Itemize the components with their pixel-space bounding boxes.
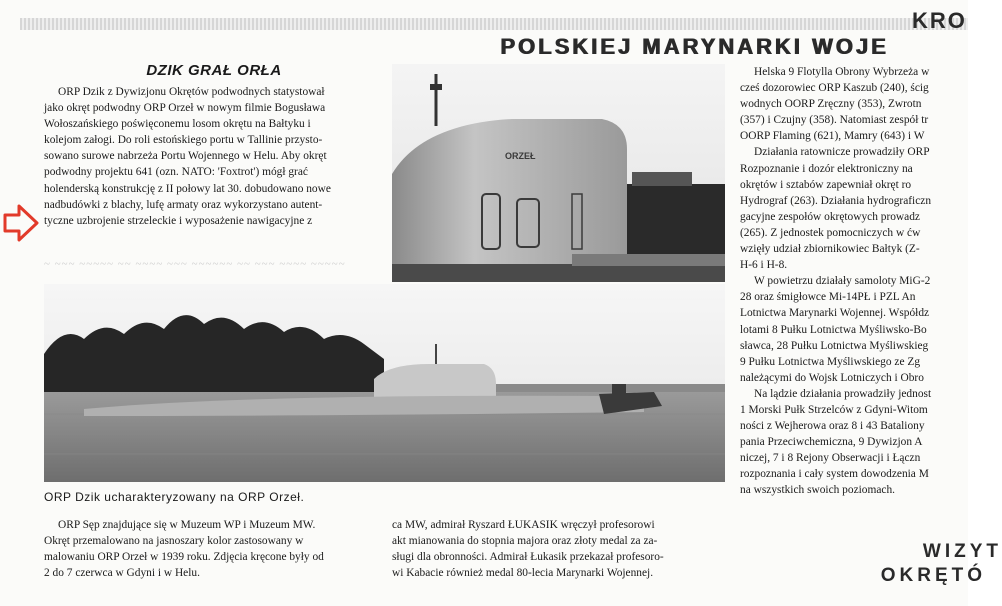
text-line: (265). Z jednostek pomocniczych w ćw [740, 226, 921, 239]
text-line: Działania ratownicze prowadziły ORP [754, 146, 930, 159]
text-line: Rozpoznanie i dozór elektroniczny na [740, 162, 913, 175]
article-intro [44, 84, 382, 229]
text-line: 1 Morski Pułk Strzelców z Gdyni-Witom [740, 403, 928, 416]
text-line: ORP Dzik z Dywizjonu Okrętów podwodnych statystował [58, 86, 325, 98]
article-title: DZIK GRAŁ ORŁA [146, 62, 282, 79]
text-line: ności z Wejherowa oraz 8 i 43 Bataliony [740, 420, 925, 433]
text-line: wzięły udział zbiornikowiec Bałtyk (Z- [740, 243, 920, 256]
text-line: cześ dozorowiec ORP Kaszub (240), ścig [740, 82, 929, 95]
photo-conning-tower [392, 64, 725, 282]
text-line: holenderską konstrukcję z II połowy lat 30. dobudowano nowe [44, 182, 331, 195]
text-line: Na lądzie działania prowadziły jednost [754, 387, 932, 400]
section-heading-line1: WIZYT [922, 541, 1002, 562]
text-line: akt mianowania do stopnia majora oraz złoty medal za za- [392, 535, 658, 548]
text-line: rozpoznania i cały system dowodzenia M [740, 468, 929, 481]
text-line: sowano surowe nabrzeża Portu Wojennego w Helu. Aby okręt [44, 150, 327, 163]
text-line: OORP Flaming (621), Mamry (643) i W [740, 130, 925, 143]
text-line: wi Kabacie również medal 80-lecia Marynarki Wojennej. [392, 567, 654, 580]
text-line: jako okręt podwodny ORP Orzeł w nowym filmie Bogusława [44, 102, 326, 115]
text-line: ca MW, admirał Ryszard ŁUKASIK wręczył profesorowi [392, 519, 655, 531]
photo-submarine-harbor-image [44, 284, 725, 482]
text-line: gacyjne zespołów okrętowych prowadz [740, 210, 920, 223]
text-line: należącymi do Wojsk Lotniczych i Obro [740, 371, 924, 384]
text-line: 28 oraz śmigłowce Mi-14PŁ i PZL An [740, 291, 916, 304]
text-line: podwodny projektu 641 (ozn. NATO: 'Foxtrot') mógł grać [44, 166, 308, 179]
text-line: malowaniu ORP Orzeł w 1939 roku. Zdjęcia kręcone były od [44, 551, 324, 564]
red-arrow-icon [3, 203, 39, 243]
text-line: W powietrzu działały samoloty MiG-2 [754, 275, 931, 288]
text-line: (357) i Czujny (358). Natomiast zespół tr [740, 114, 929, 127]
text-line: sławca, 28 Pułku Lotnictwa Myśliwskieg [740, 339, 929, 352]
article-continuation-center [392, 517, 725, 581]
text-line: H-6 i H-8. [740, 259, 788, 272]
text-line: Okręt przemalowano na jasnoszary kolor zastosowany w [44, 535, 304, 548]
text-line: na wszystkich swoich poziomach. [740, 484, 896, 497]
text-line: Lotnictwa Marynarki Wojennej. Współdz [740, 307, 930, 320]
text-line: sługi dla obronności. Admirał Łukasik przekazał profesoro- [392, 551, 664, 564]
bleed-through-text: ~ ~~~ ~~~~~ ~~ ~~~~ ~~~ ~~~~~~ ~~ ~~~ ~~~~ ~~~~~ [44, 258, 346, 270]
text-line: wodnych OORP Zręczny (353), Zwrotn [740, 98, 922, 111]
text-line: kolejom załogi. Do roli estońskiego portu w Tallinie przysto- [44, 134, 323, 147]
right-column [740, 64, 968, 499]
text-line: nadbudówki z blachy, lufę armaty oraz wykorzystano autent- [44, 198, 323, 211]
text-line: pania Przeciwchemiczna, 9 Dywizjon A [740, 436, 923, 449]
photo-submarine-harbor [44, 284, 725, 482]
header-title: POLSKIEJ MARYNARKI WOJE [500, 34, 889, 59]
text-line: 2 do 7 czerwca w Gdyni i w Helu. [44, 567, 200, 580]
section-heading-line2: OKRĘTÓ [880, 565, 986, 586]
photo-conning-tower-image [392, 64, 725, 282]
hull-marking: ORZEŁ [505, 151, 536, 161]
text-line: okrętów i sztabów zapewniał okręt ro [740, 178, 912, 191]
header-stripe [20, 18, 968, 30]
text-line: ORP Sęp znajdujące się w Muzeum WP i Muzeum MW. [58, 519, 316, 531]
header-kicker: KRO [912, 8, 967, 33]
photo-caption: ORP Dzik ucharakteryzowany na ORP Orzeł. [44, 490, 305, 504]
text-line: tyczne uzbrojenie strzeleckie i wyposażenie nawigacyjne z [44, 214, 313, 227]
article-continuation-left [44, 517, 377, 581]
text-line: Hydrograf (263). Działania hydrograficzn [740, 194, 932, 207]
text-line: Wołoszańskiego poświęconemu losom okrętu na Bałtyku i [44, 118, 311, 131]
section-heading-visits [800, 540, 1002, 588]
text-line: lotami 8 Pułku Lotnictwa Myśliwsko-Bo [740, 323, 927, 336]
text-line: Helska 9 Flotylla Obrony Wybrzeża w [754, 66, 930, 78]
text-line: niczej, 7 i 8 Rejony Obserwacji i Łączn [740, 452, 921, 465]
text-line: 9 Pułku Lotnictwa Myśliwskiego ze Zg [740, 355, 921, 368]
